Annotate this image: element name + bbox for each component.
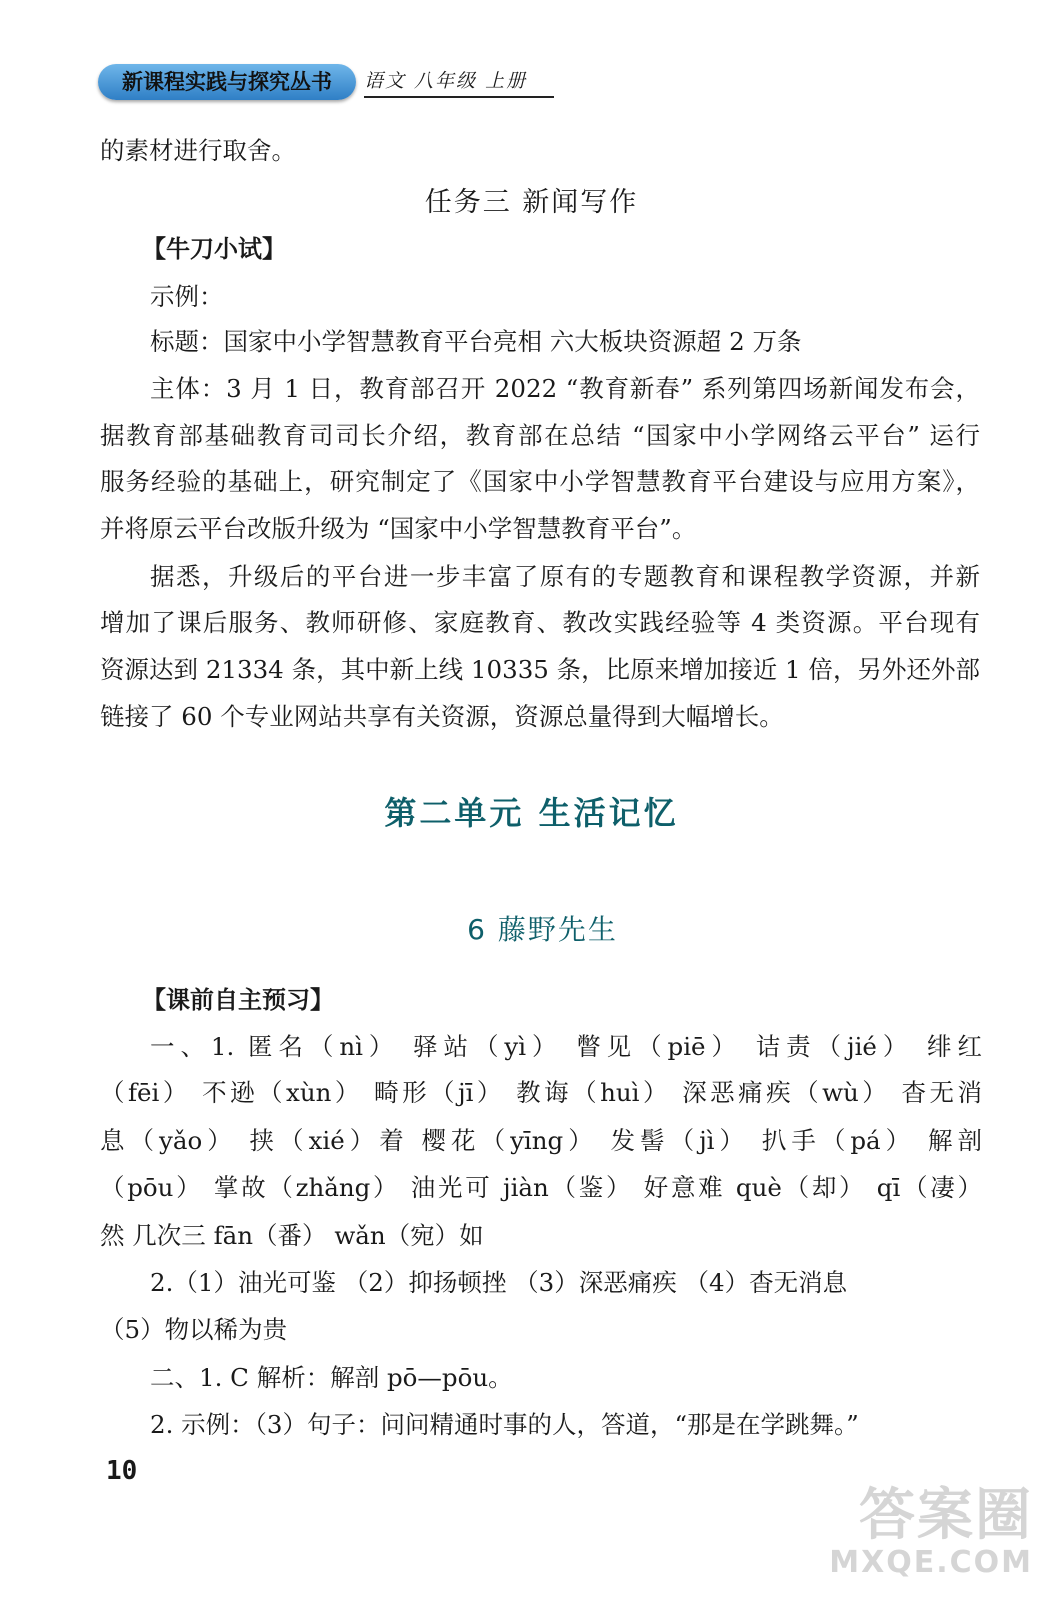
section-label-practice: 【牛刀小试】 bbox=[142, 235, 286, 263]
watermark-logo: 答案圈 bbox=[859, 1483, 1033, 1548]
book-subtitle: 语文 八年级 上册 bbox=[364, 68, 554, 98]
body-line: 服务经验的基础上，研究制定了《国家中小学智慧教育平台建设与应用方案》， bbox=[100, 467, 980, 496]
q1-line: （pōu） 掌故（zhǎng） 油光可 jiàn（鉴） 好意难 què（却） qī（凄） bbox=[100, 1173, 982, 1202]
q1-line: 一、1. 匿名（nì） 驿站（yì） 瞥见（piē） 诘责（jié） 绯红 bbox=[150, 1032, 982, 1061]
q4-line: 2. 示例：（3）句子：问问精通时事的人，答道，“那是在学跳舞。” bbox=[150, 1410, 859, 1439]
para2-line: 链接了 60 个专业网站共享有关资源，资源总量得到大幅增长。 bbox=[100, 702, 784, 731]
section-label-preview: 【课前自主预习】 bbox=[142, 986, 334, 1014]
q1-line: 息（yǎo） 挟（xié）着 樱花（yīng） 发髻（jì） 扒手（pá） 解剖 bbox=[100, 1126, 982, 1155]
q2-line: 2.（1）油光可鉴 （2）抑扬顿挫 （3）深恶痛疾 （4）杳无消息 bbox=[150, 1268, 848, 1297]
body-line: 并将原云平台改版升级为 “国家中小学智慧教育平台”。 bbox=[100, 514, 697, 543]
para2-line: 资源达到 21334 条，其中新上线 10335 条，比原来增加接近 1 倍，另外还外部 bbox=[100, 655, 980, 684]
intro-line: 的素材进行取舍。 bbox=[100, 136, 296, 165]
task-three-heading: 任务三 新闻写作 bbox=[424, 187, 639, 218]
body-line: 主体：3 月 1 日，教育部召开 2022 “教育新春” 系列第四场新闻发布会， bbox=[150, 374, 980, 403]
news-title-line: 标题：国家中小学智慧教育平台亮相 六大板块资源超 2 万条 bbox=[150, 327, 802, 356]
lesson-heading: 6 藤野先生 bbox=[467, 913, 618, 946]
para2-line: 据悉，升级后的平台进一步丰富了原有的专题教育和课程教学资源，并新 bbox=[150, 562, 980, 591]
body-line: 据教育部基础教育司司长介绍，教育部在总结 “国家中小学网络云平台” 运行 bbox=[100, 421, 980, 450]
example-label: 示例： bbox=[150, 282, 224, 311]
q2-line: （5）物以稀为贵 bbox=[100, 1315, 288, 1344]
q1-line: 然 几次三 fān（番） wǎn（宛）如 bbox=[100, 1221, 484, 1250]
watermark-url: MXQE.COM bbox=[829, 1545, 1033, 1580]
watermark bbox=[829, 1471, 1033, 1580]
q3-line: 二、1. C 解析：解剖 pō—pōu。 bbox=[150, 1363, 513, 1392]
series-title-badge: 新课程实践与探究丛书 bbox=[98, 64, 356, 100]
page-number: 10 bbox=[106, 1456, 138, 1486]
unit-heading: 第二单元 生活记忆 bbox=[384, 794, 679, 832]
para2-line: 增加了课后服务、教师研修、家庭教育、教改实践经验等 4 类资源。平台现有 bbox=[100, 608, 980, 637]
q1-line: （fēi） 不逊（xùn） 畸形（jī） 教诲（huì） 深恶痛疾（wù） 杳无消 bbox=[100, 1078, 982, 1107]
